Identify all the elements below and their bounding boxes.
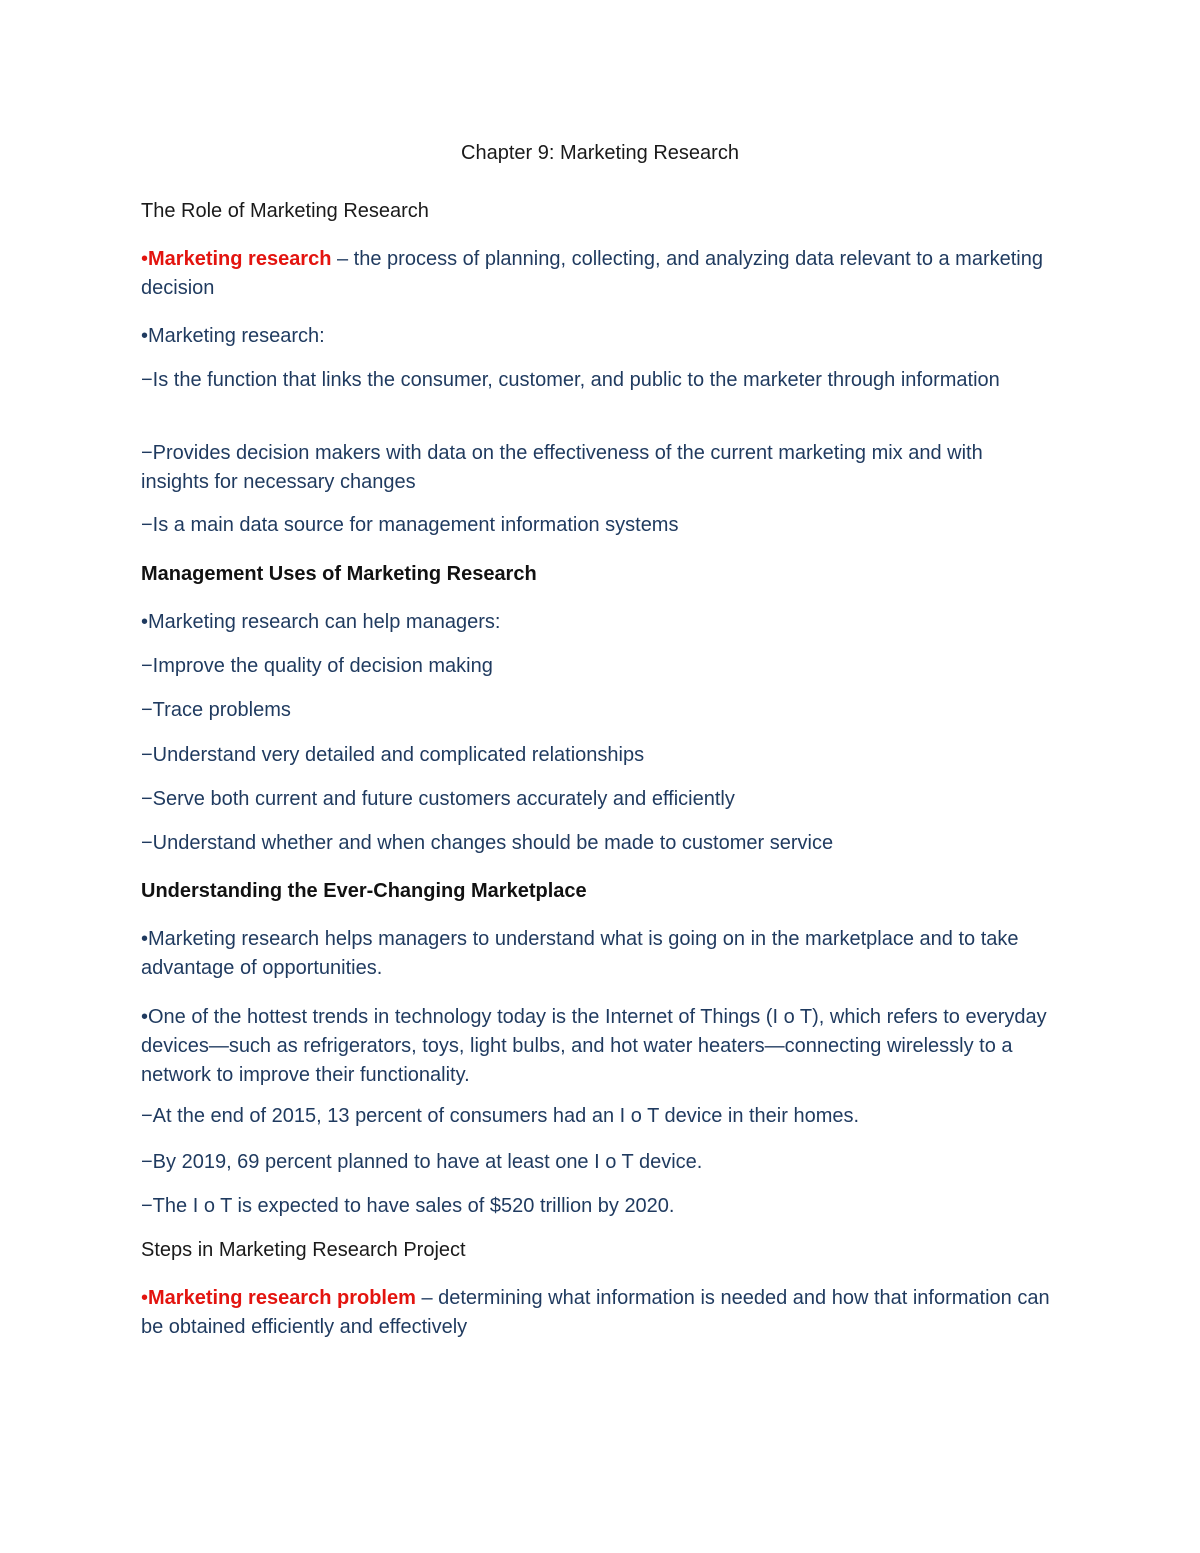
list-item: −Improve the quality of decision making xyxy=(141,655,493,677)
bullet: • xyxy=(141,248,149,270)
term-marketing-research-problem: Marketing research problem xyxy=(148,1287,416,1309)
section-heading-management-uses: Management Uses of Marketing Research xyxy=(141,563,537,585)
section-heading-marketplace: Understanding the Ever-Changing Marketplace xyxy=(141,880,587,902)
list-item: −Is the function that links the consumer, customer, and public to the marketer through information xyxy=(141,369,1000,391)
list-item: −The I o T is expected to have sales of $520 trillion by 2020. xyxy=(141,1195,675,1217)
paragraph: •Marketing research helps managers to understand what is going on in the marketplace and to take advantage of opportunities. xyxy=(141,928,1019,979)
bullet: • xyxy=(141,1287,149,1309)
list-intro: •Marketing research: xyxy=(141,325,325,347)
paragraph: •One of the hottest trends in technology today is the Internet of Things (I o T), which refers to everyday devices—such as refrigerators, toys, light bulbs, and hot water heaters—connecting wirelessly to a network to improve their functionality. xyxy=(141,1006,1047,1086)
definition-text: – the process of planning, collecting, and analyzing data relevant to a marketing decision xyxy=(141,248,1043,299)
list-item: −Understand very detailed and complicated relationships xyxy=(141,744,645,766)
list-item: −Trace problems xyxy=(141,699,291,721)
definition-marketing-research xyxy=(141,245,1056,303)
page-title: Chapter 9: Marketing Research xyxy=(461,142,739,164)
list-intro: •Marketing research can help managers: xyxy=(141,611,501,633)
definition-marketing-research-problem xyxy=(141,1284,1056,1342)
section-heading-role: The Role of Marketing Research xyxy=(141,200,429,222)
list-item: −Serve both current and future customers accurately and efficiently xyxy=(141,788,735,810)
list-item: −Provides decision makers with data on the effectiveness of the current marketing mix and with insights for necessary changes xyxy=(141,442,983,493)
definition-text: – determining what information is needed and how that information can be obtained efficiently and effectively xyxy=(141,1287,1050,1338)
list-item: −Understand whether and when changes should be made to customer service xyxy=(141,832,834,854)
list-item: −By 2019, 69 percent planned to have at least one I o T device. xyxy=(141,1151,703,1173)
section-heading-steps: Steps in Marketing Research Project xyxy=(141,1239,466,1261)
term-marketing-research: Marketing research xyxy=(148,248,332,270)
list-item: −Is a main data source for management information systems xyxy=(141,514,679,536)
list-item: −At the end of 2015, 13 percent of consumers had an I o T device in their homes. xyxy=(141,1105,860,1127)
